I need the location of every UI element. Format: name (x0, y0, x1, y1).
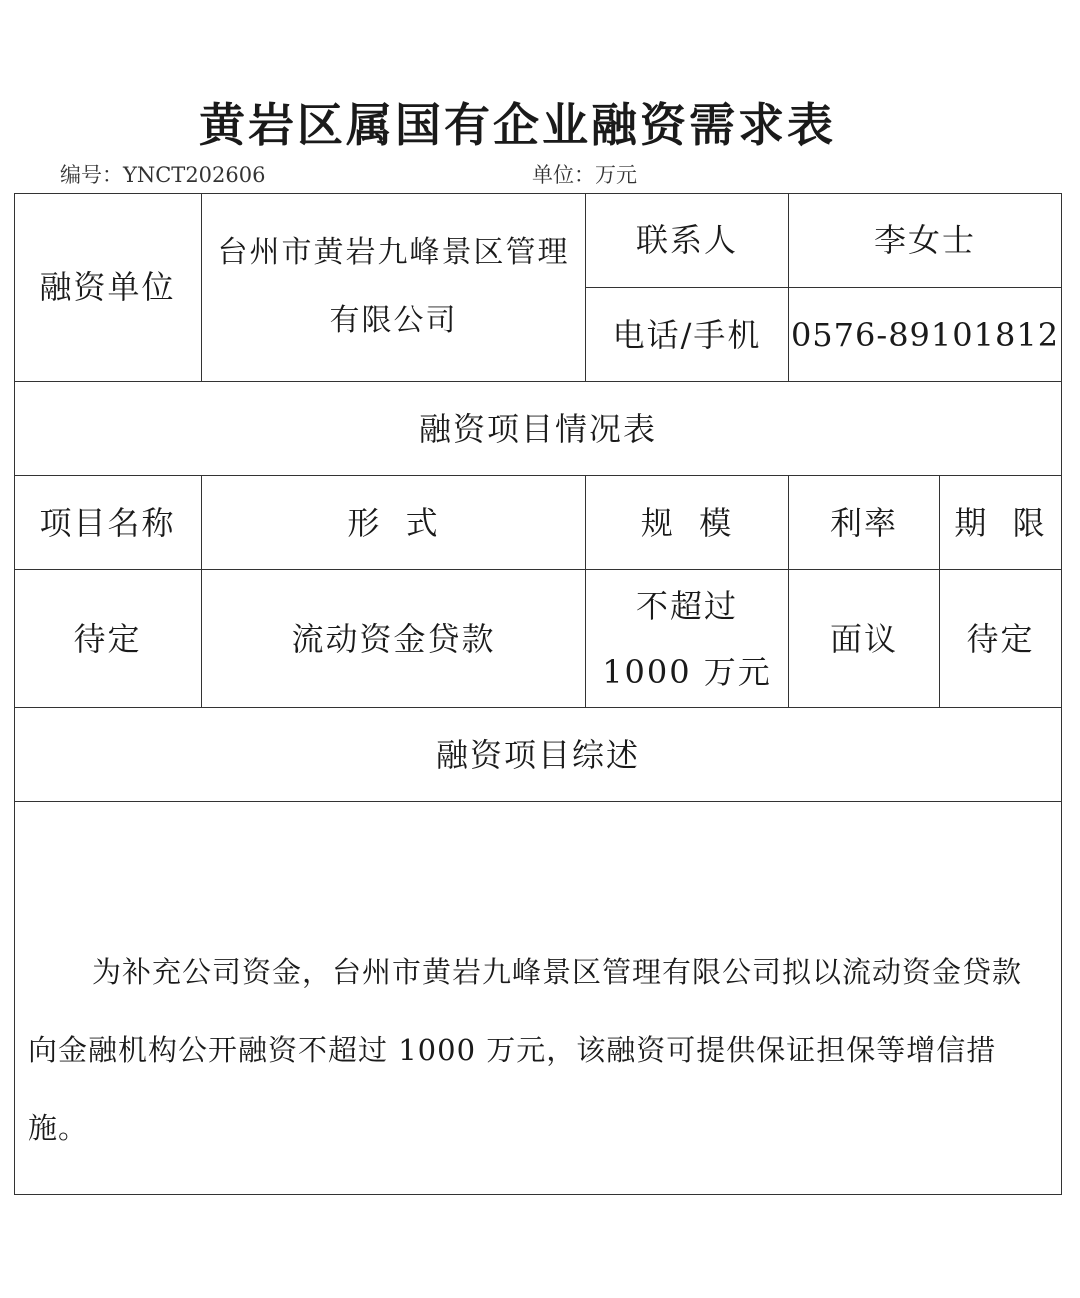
financing-unit-label: 融资单位 (39, 268, 176, 306)
header-form-text: 形 式 (347, 503, 440, 542)
summary-section-title: 融资项目综述 (435, 735, 640, 774)
financing-table (14, 193, 1062, 1195)
financing-unit-value (202, 193, 585, 381)
header-term (940, 476, 1061, 569)
summary-body (14, 933, 1062, 1167)
project-scale-line1: 不超过 (635, 586, 738, 625)
project-rate-value: 面议 (829, 619, 898, 658)
header-rate: 利率 (829, 503, 898, 542)
contact-value: 李女士 (873, 221, 976, 259)
project-name-value: 待定 (73, 619, 142, 658)
project-section-title: 融资项目情况表 (418, 409, 657, 448)
serial-number: 编号：YNCT202606 (60, 163, 266, 187)
phone-value: 0576-89101812 (790, 315, 1060, 354)
project-scale-value (586, 570, 788, 707)
phone-label: 电话/手机 (612, 315, 762, 354)
financing-unit-line1: 台州市黄岩九峰景区管理 (217, 235, 570, 270)
project-form-value: 流动资金贷款 (291, 619, 496, 658)
summary-line2: 向金融机构公开融资不超过 1000 万元，该融资可提供保证担保等增信措施。 (28, 1033, 997, 1145)
financing-unit-line2: 有限公司 (329, 303, 458, 338)
project-term-value: 待定 (966, 619, 1035, 658)
project-scale-line2: 1000 万元 (602, 652, 772, 691)
table-border-bottom (14, 1194, 1062, 1195)
currency-unit: 单位：万元 (532, 163, 637, 187)
summary-line1: 为补充公司资金，台州市黄岩九峰景区管理有限公司拟以流动资金贷款 (92, 955, 1023, 989)
row-divider (14, 801, 1062, 802)
header-scale (586, 476, 788, 569)
contact-label: 联系人 (635, 221, 738, 259)
header-term-text: 期 限 (954, 503, 1047, 542)
page-title: 黄岩区属国有企业融资需求表 (199, 98, 836, 152)
header-form (202, 476, 585, 569)
header-project-name: 项目名称 (39, 503, 176, 542)
header-scale-text: 规 模 (640, 503, 734, 542)
